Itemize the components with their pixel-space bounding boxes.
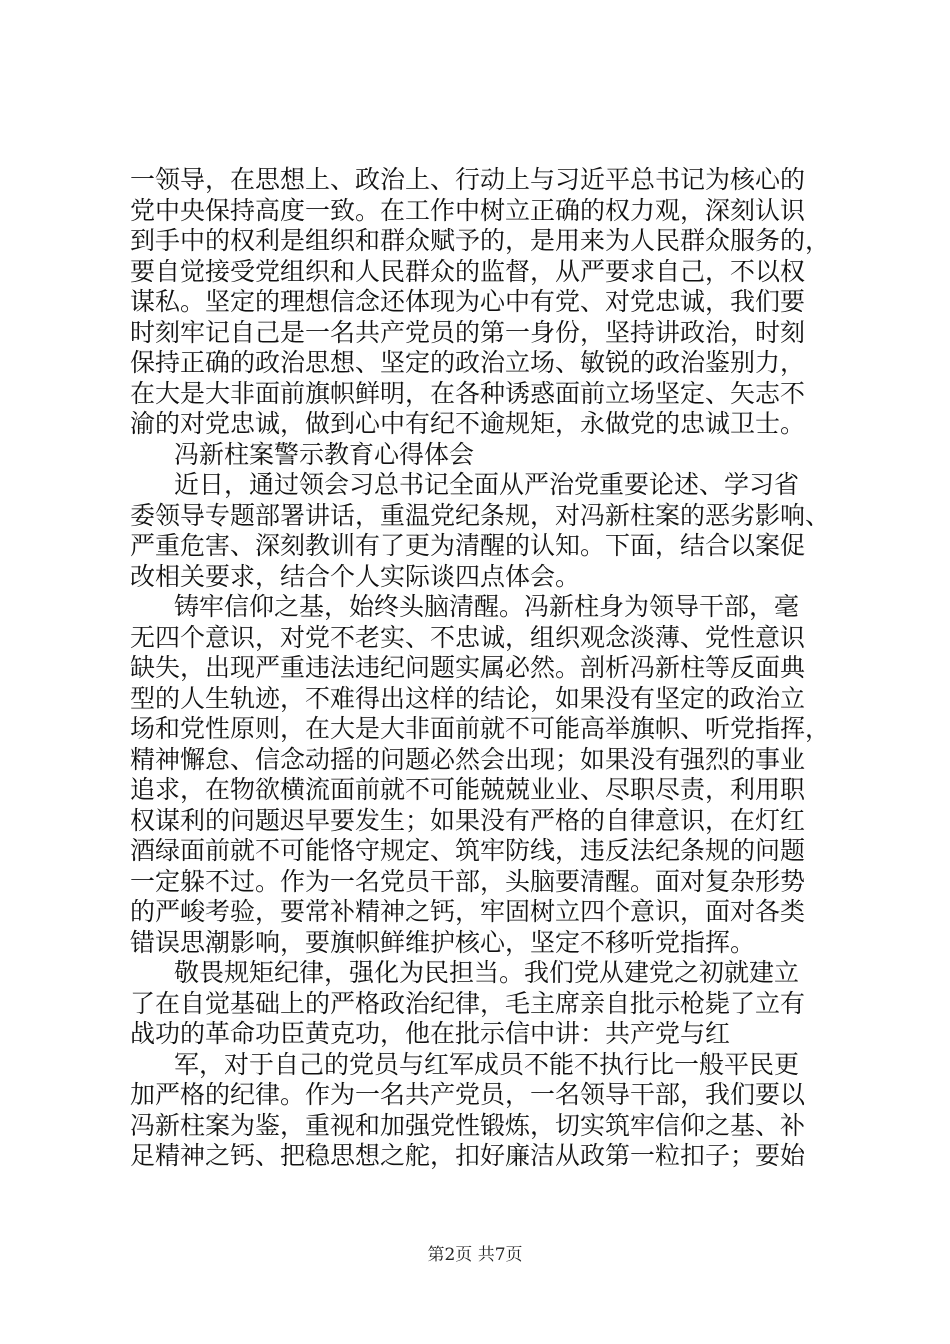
text-line: 足精神之钙、把稳思想之舵，扣好廉洁从政第一粒扣子；要始 (130, 1141, 806, 1170)
text-line: 谋私。坚定的理想信念还体现为心中有党、对党忠诚，我们要 (130, 287, 806, 316)
text-line: 要自觉接受党组织和人民群众的监督，从严要求自己，不以权 (130, 256, 806, 286)
text-line: 战功的革命功臣黄克功，他在批示信中讲：共产党与红 (130, 1019, 731, 1048)
text-line: 权谋利的问题迟早要发生；如果没有严格的自律意识，在灯红 (130, 805, 806, 835)
text-line: 冯新柱案为鉴，重视和加强党性锻炼，切实筑牢信仰之基、补 (130, 1110, 806, 1140)
document-body (130, 165, 830, 1172)
text-line: 严重危害、深刻教训有了更为清醒的认知。下面，结合以案促 (130, 531, 806, 560)
text-line: 酒绿面前就不可能恪守规定、筑牢防线，违反法纪条规的问题 (130, 836, 806, 865)
text-line: 精神懈怠、信念动摇的问题必然会出现；如果没有强烈的事业 (130, 744, 806, 774)
text-line: 一定躲不过。作为一名党员干部，头脑要清醒。面对复杂形势 (130, 866, 806, 896)
text-line: 渝的对党忠诚，做到心中有纪不逾规矩，永做党的忠诚卫士。 (130, 409, 806, 438)
text-line: 追求，在物欲横流面前就不可能兢兢业业、尽职尽责，利用职 (130, 775, 806, 804)
text-line: 了在自觉基础上的严格政治纪律，毛主席亲自批示枪毙了立有 (130, 988, 806, 1018)
text-line: 在大是大非面前旗帜鲜明，在各种诱惑面前立场坚定、矢志不 (130, 378, 806, 408)
text-line: 党中央保持高度一致。在工作中树立正确的权力观，深刻认识 (130, 195, 806, 225)
text-line: 委领导专题部署讲话，重温党纪条规，对冯新柱案的恶劣影响、 (130, 500, 830, 530)
text-line: 错误思潮影响，要旗帜鲜维护核心，坚定不移听党指挥。 (130, 927, 756, 957)
text-line: 改相关要求，结合个人实际谈四点体会。 (130, 561, 581, 591)
text-line: 缺失，出现严重违法违纪问题实属必然。剖析冯新柱等反面典 (130, 653, 806, 682)
text-line: 加严格的纪律。作为一名共产党员，一名领导干部，我们要以 (130, 1080, 806, 1109)
page-number-footer: 第2页 共7页 (427, 1245, 523, 1265)
text-line: 场和党性原则，在大是大非面前就不可能高举旗帜、听党指挥， (130, 714, 830, 743)
text-line: 近日，通过领会习总书记全面从严治党重要论述、学习省 (174, 470, 800, 499)
text-line: 冯新柱案警示教育心得体会 (174, 439, 475, 469)
text-line: 无四个意识，对党不老实、不忠诚，组织观念淡薄、党性意识 (130, 622, 806, 652)
text-line: 保持正确的政治思想、坚定的政治立场、敏锐的政治鉴别力， (130, 348, 806, 377)
text-line: 到手中的权利是组织和群众赋予的，是用来为人民群众服务的， (130, 226, 830, 255)
text-line: 军，对于自己的党员与红军成员不能不执行比一般平民更 (174, 1049, 800, 1079)
text-line: 一领导，在思想上、政治上、行动上与习近平总书记为核心的 (130, 165, 806, 194)
text-line: 型的人生轨迹，不难得出这样的结论，如果没有坚定的政治立 (130, 683, 806, 713)
text-line: 敬畏规矩纪律，强化为民担当。我们党从建党之初就建立 (174, 958, 800, 987)
text-line: 铸牢信仰之基，始终头脑清醒。冯新柱身为领导干部，毫 (174, 592, 800, 621)
text-line: 时刻牢记自己是一名共产党员的第一身份，坚持讲政治，时刻 (130, 317, 806, 347)
text-line: 的严峻考验，要常补精神之钙，牢固树立四个意识，面对各类 (130, 897, 806, 926)
